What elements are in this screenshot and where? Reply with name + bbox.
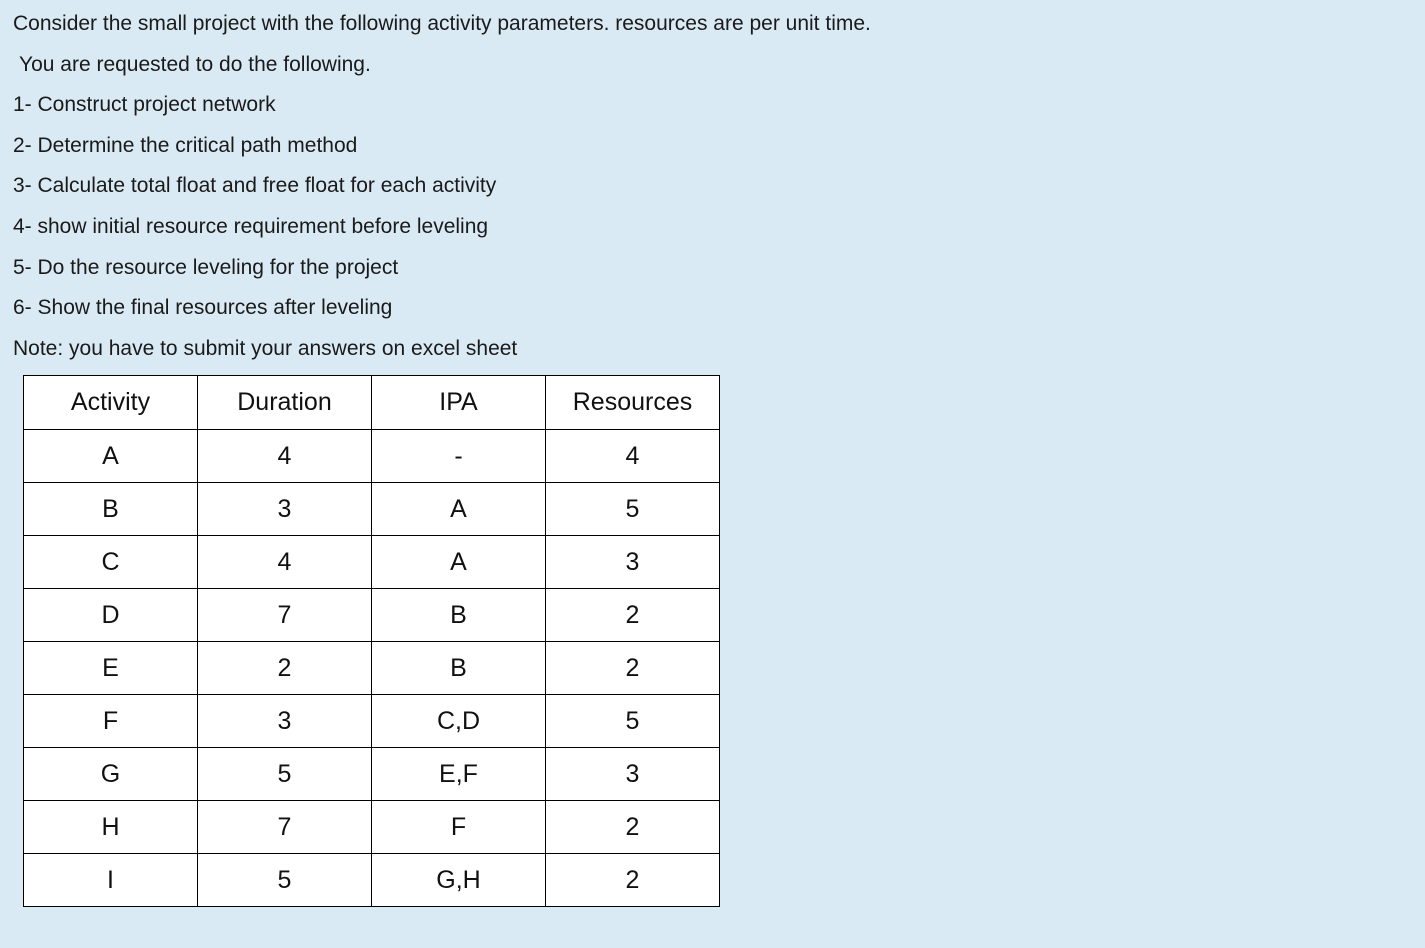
ipa-cell: A <box>372 536 546 589</box>
duration-cell: 4 <box>198 536 372 589</box>
ipa-cell: - <box>372 430 546 483</box>
activity-table <box>23 375 720 907</box>
activity-cell: E <box>24 642 198 695</box>
task-item: 5- Do the resource leveling for the project <box>13 255 399 279</box>
note-text: Note: you have to submit your answers on excel sheet <box>13 336 518 360</box>
task-item: 1- Construct project network <box>13 93 276 117</box>
activity-cell: D <box>24 589 198 642</box>
ipa-cell: A <box>372 483 546 536</box>
resources-cell: 2 <box>546 801 720 854</box>
duration-cell: 7 <box>198 589 372 642</box>
task-item: 6- Show the final resources after leveling <box>13 296 393 320</box>
resources-cell: 2 <box>546 854 720 907</box>
duration-cell: 5 <box>198 854 372 907</box>
table-row <box>24 854 720 907</box>
table-row <box>24 483 720 536</box>
table-row <box>24 642 720 695</box>
table-row <box>24 536 720 589</box>
ipa-cell: B <box>372 589 546 642</box>
task-item: 3- Calculate total float and free float for each activity <box>13 174 497 198</box>
ipa-cell: E,F <box>372 748 546 801</box>
activity-cell: H <box>24 801 198 854</box>
duration-cell: 3 <box>198 483 372 536</box>
duration-cell: 4 <box>198 430 372 483</box>
table-row <box>24 748 720 801</box>
resources-cell: 3 <box>546 536 720 589</box>
request-text: You are requested to do the following. <box>19 52 371 76</box>
table-row <box>24 695 720 748</box>
resources-cell: 4 <box>546 430 720 483</box>
resources-cell: 3 <box>546 748 720 801</box>
activity-cell: C <box>24 536 198 589</box>
activity-cell: G <box>24 748 198 801</box>
ipa-cell: B <box>372 642 546 695</box>
resources-cell: 5 <box>546 483 720 536</box>
activity-cell: A <box>24 430 198 483</box>
task-item: 4- show initial resource requirement before leveling <box>13 214 489 238</box>
table-row <box>24 801 720 854</box>
resources-cell: 2 <box>546 589 720 642</box>
ipa-cell: G,H <box>372 854 546 907</box>
resources-cell: 2 <box>546 642 720 695</box>
question-text <box>13 8 871 373</box>
resources-cell: 5 <box>546 695 720 748</box>
intro-text: Consider the small project with the following activity parameters. resources are per unit time. <box>13 12 871 35</box>
duration-cell: 5 <box>198 748 372 801</box>
header-ipa: IPA <box>372 376 546 430</box>
activity-cell: I <box>24 854 198 907</box>
task-item: 2- Determine the critical path method <box>13 133 358 157</box>
header-activity: Activity <box>24 376 198 430</box>
activity-cell: B <box>24 483 198 536</box>
table-row <box>24 589 720 642</box>
table-header-row <box>24 376 720 430</box>
duration-cell: 3 <box>198 695 372 748</box>
header-resources: Resources <box>546 376 720 430</box>
duration-cell: 2 <box>198 642 372 695</box>
header-duration: Duration <box>198 376 372 430</box>
duration-cell: 7 <box>198 801 372 854</box>
table-row <box>24 430 720 483</box>
ipa-cell: C,D <box>372 695 546 748</box>
ipa-cell: F <box>372 801 546 854</box>
activity-cell: F <box>24 695 198 748</box>
